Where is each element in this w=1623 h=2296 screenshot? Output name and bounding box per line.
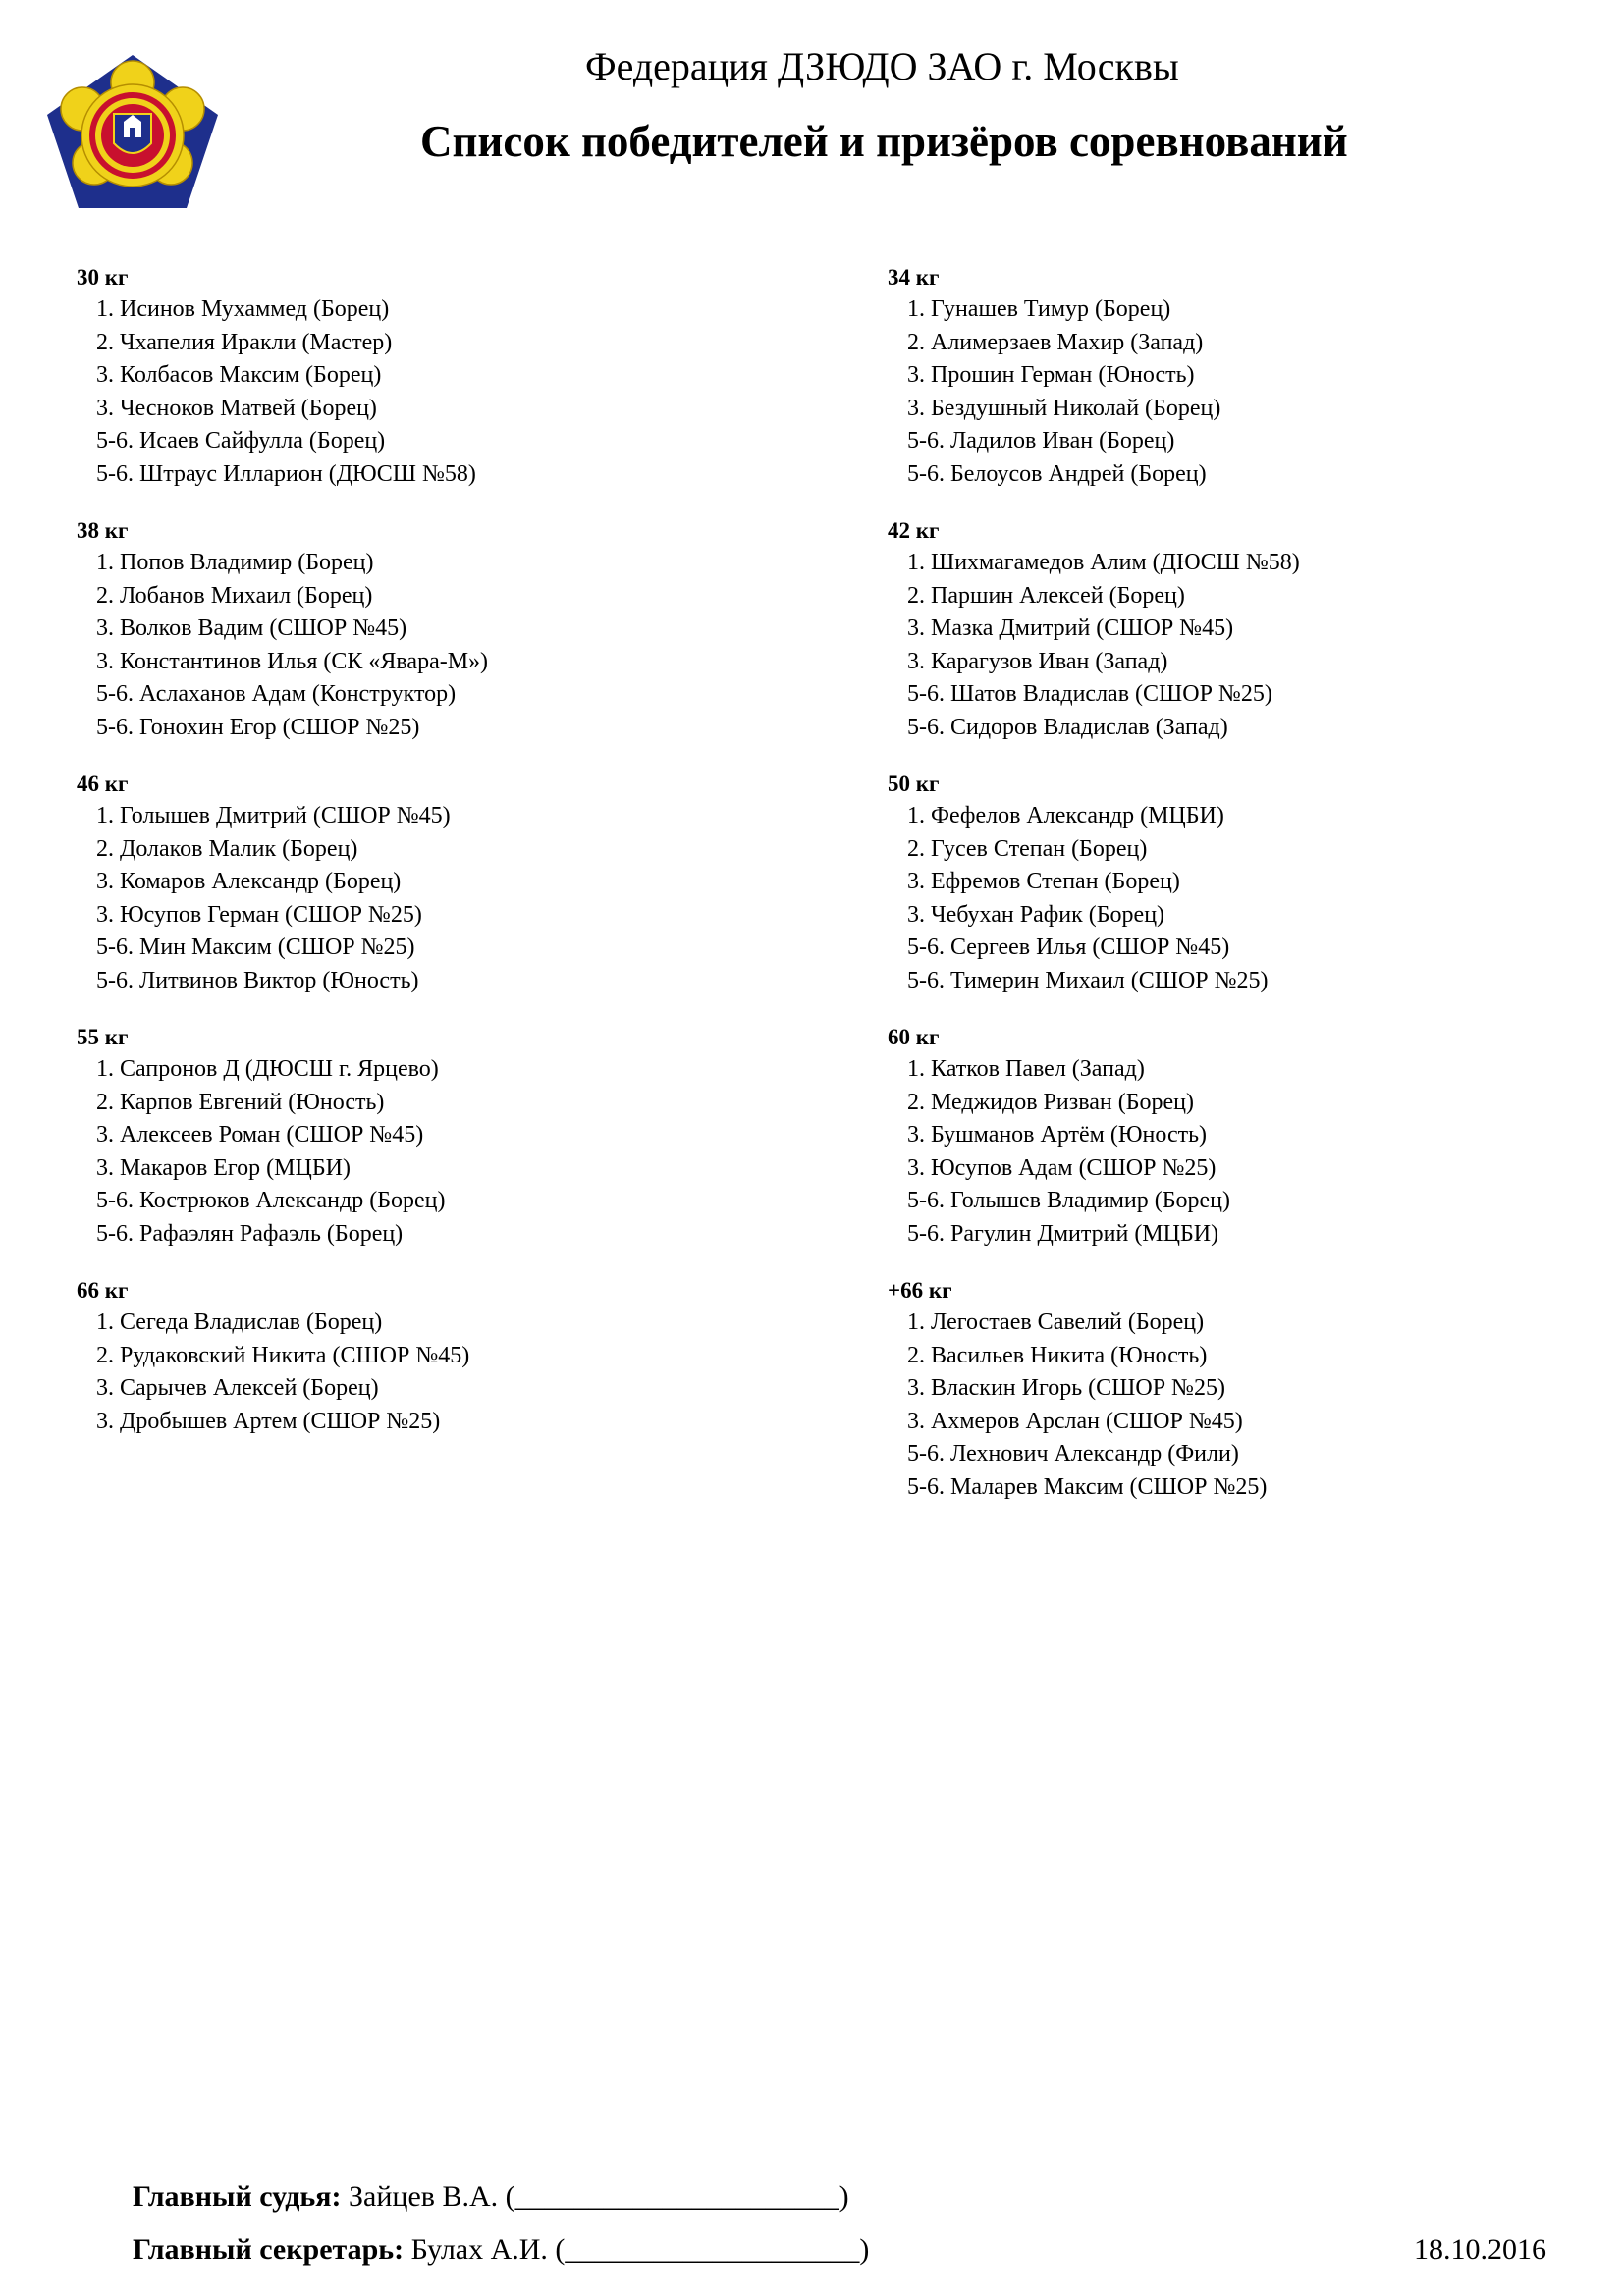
result-entry: 2. Алимерзаев Махир (Запад): [907, 329, 1204, 355]
document-title: Список победителей и призёров соревнований: [420, 117, 1348, 166]
result-entry: 5-6. Тимерин Михаил (СШОР №25): [907, 967, 1269, 993]
result-entry: 5-6. Белоусов Андрей (Борец): [907, 460, 1207, 487]
result-entry: 2. Чхапелия Иракли (Мастер): [96, 329, 393, 355]
document-date: 18.10.2016: [1414, 2233, 1546, 2266]
result-entry: 1. Гунашев Тимур (Борец): [907, 296, 1171, 322]
result-entry: 3. Карагузов Иван (Запад): [907, 648, 1168, 674]
result-entry: 3. Сарычев Алексей (Борец): [96, 1375, 379, 1401]
result-entry: 3. Дробышев Артем (СШОР №25): [96, 1408, 441, 1434]
result-entry: 5-6. Сергеев Илья (СШОР №45): [907, 934, 1230, 960]
category-title: +66 кг: [888, 1278, 952, 1303]
result-entry: 3. Макаров Егор (МЦБИ): [96, 1154, 351, 1181]
result-entry: 5-6. Ладилов Иван (Борец): [907, 428, 1175, 454]
result-entry: 2. Гусев Степан (Борец): [907, 835, 1148, 862]
result-entry: 3. Волков Вадим (СШОР №45): [96, 615, 407, 641]
result-entry: 3. Власкин Игорь (СШОР №25): [907, 1375, 1225, 1401]
weight-category: [888, 1274, 1623, 1504]
weight-category: [888, 768, 1623, 997]
category-title: 60 кг: [888, 1025, 940, 1049]
weight-category: [77, 768, 823, 997]
signatures-footer: [133, 2172, 1546, 2278]
result-entry: 1. Попов Владимир (Борец): [96, 550, 374, 575]
result-entry: 3. Бушманов Артём (Юность): [907, 1122, 1208, 1148]
result-entry: 2. Карпов Евгений (Юность): [96, 1089, 385, 1115]
result-entry: 2. Долаков Малик (Борец): [96, 835, 358, 862]
result-entry: 3. Чесноков Матвей (Борец): [96, 395, 377, 421]
weight-category: [888, 514, 1623, 744]
weight-category: [77, 1274, 823, 1438]
category-title: 46 кг: [77, 772, 129, 796]
result-entry: 3. Колбасов Максим (Борец): [96, 362, 382, 388]
federation-emblem-icon: [43, 53, 222, 212]
result-entry: 3. Алексеев Роман (СШОР №45): [96, 1122, 424, 1148]
result-entry: 5-6. Сидоров Владислав (Запад): [907, 714, 1228, 740]
result-entry: 1. Легостаев Савелий (Борец): [907, 1309, 1205, 1335]
result-entry: 3. Чебухан Рафик (Борец): [907, 901, 1165, 928]
category-title: 42 кг: [888, 518, 940, 543]
result-entry: 1. Голышев Дмитрий (СШОР №45): [96, 803, 451, 828]
left-column: [77, 261, 823, 1462]
result-entry: 2. Лобанов Михаил (Борец): [96, 582, 373, 609]
result-entry: 1. Исинов Мухаммед (Борец): [96, 296, 390, 322]
category-title: 34 кг: [888, 265, 940, 290]
result-entry: 5-6. Штраус Илларион (ДЮСШ №58): [96, 460, 476, 487]
result-entry: 5-6. Аслаханов Адам (Конструктор): [96, 681, 457, 707]
result-entry: 3. Константинов Илья (СК «Явара-М»): [96, 648, 489, 674]
result-entry: 2. Васильев Никита (Юность): [907, 1342, 1208, 1368]
result-entry: 2. Паршин Алексей (Борец): [907, 582, 1185, 609]
weight-category: [888, 1021, 1623, 1251]
result-entry: 5-6. Маларев Максим (СШОР №25): [907, 1473, 1268, 1500]
weight-category: [77, 514, 823, 744]
category-title: 55 кг: [77, 1025, 129, 1049]
result-entry: 1. Фефелов Александр (МЦБИ): [907, 803, 1224, 828]
result-entry: 3. Прошин Герман (Юность): [907, 362, 1195, 388]
category-title: 66 кг: [77, 1278, 129, 1303]
result-entry: 3. Комаров Александр (Борец): [96, 869, 402, 894]
weight-category: [888, 261, 1623, 491]
result-entry: 3. Юсупов Адам (СШОР №25): [907, 1154, 1217, 1181]
result-entry: 5-6. Гонохин Егор (СШОР №25): [96, 714, 420, 740]
result-entry: 5-6. Кострюков Александр (Борец): [96, 1188, 446, 1213]
chief-judge-value: Зайцев В.А. (______________________): [349, 2180, 849, 2213]
result-entry: 2. Меджидов Ризван (Борец): [907, 1089, 1194, 1115]
result-entry: 5-6. Шатов Владислав (СШОР №25): [907, 681, 1272, 707]
result-entry: 5-6. Мин Максим (СШОР №25): [96, 934, 415, 960]
chief-judge-line: [133, 2172, 1546, 2225]
result-entry: 1. Сегеда Владислав (Борец): [96, 1309, 383, 1335]
chief-judge-label: Главный судья:: [133, 2180, 342, 2213]
category-title: 30 кг: [77, 265, 129, 290]
result-entry: 1. Шихмагамедов Алим (ДЮСШ №58): [907, 550, 1300, 575]
result-entry: 3. Юсупов Герман (СШОР №25): [96, 901, 422, 928]
result-entry: 3. Бездушный Николай (Борец): [907, 395, 1221, 421]
result-entry: 3. Ахмеров Арслан (СШОР №45): [907, 1408, 1243, 1434]
result-entry: 3. Мазка Дмитрий (СШОР №45): [907, 615, 1234, 641]
category-title: 38 кг: [77, 518, 129, 543]
right-column: [888, 261, 1623, 1527]
result-entry: 5-6. Исаев Сайфулла (Борец): [96, 428, 386, 454]
result-entry: 3. Ефремов Степан (Борец): [907, 869, 1180, 894]
result-entry: 1. Катков Павел (Запад): [907, 1056, 1145, 1082]
result-entry: 1. Сапронов Д (ДЮСШ г. Ярцево): [96, 1056, 439, 1082]
weight-category: [77, 261, 823, 491]
result-entry: 5-6. Лехнович Александр (Фили): [907, 1441, 1239, 1467]
federation-name: Федерация ДЗЮДО ЗАО г. Москвы: [585, 44, 1179, 88]
chief-secretary-label: Главный секретарь:: [133, 2233, 405, 2266]
weight-category: [77, 1021, 823, 1251]
result-entry: 5-6. Рафаэлян Рафаэль (Борец): [96, 1220, 404, 1247]
result-entry: 2. Рудаковский Никита (СШОР №45): [96, 1342, 470, 1368]
chief-secretary-value: Булах А.И. (____________________): [410, 2233, 870, 2266]
result-entry: 5-6. Рагулин Дмитрий (МЦБИ): [907, 1220, 1219, 1247]
result-entry: 5-6. Голышев Владимир (Борец): [907, 1188, 1230, 1213]
chief-secretary-line: [133, 2225, 1546, 2278]
category-title: 50 кг: [888, 772, 940, 796]
result-entry: 5-6. Литвинов Виктор (Юность): [96, 967, 419, 993]
